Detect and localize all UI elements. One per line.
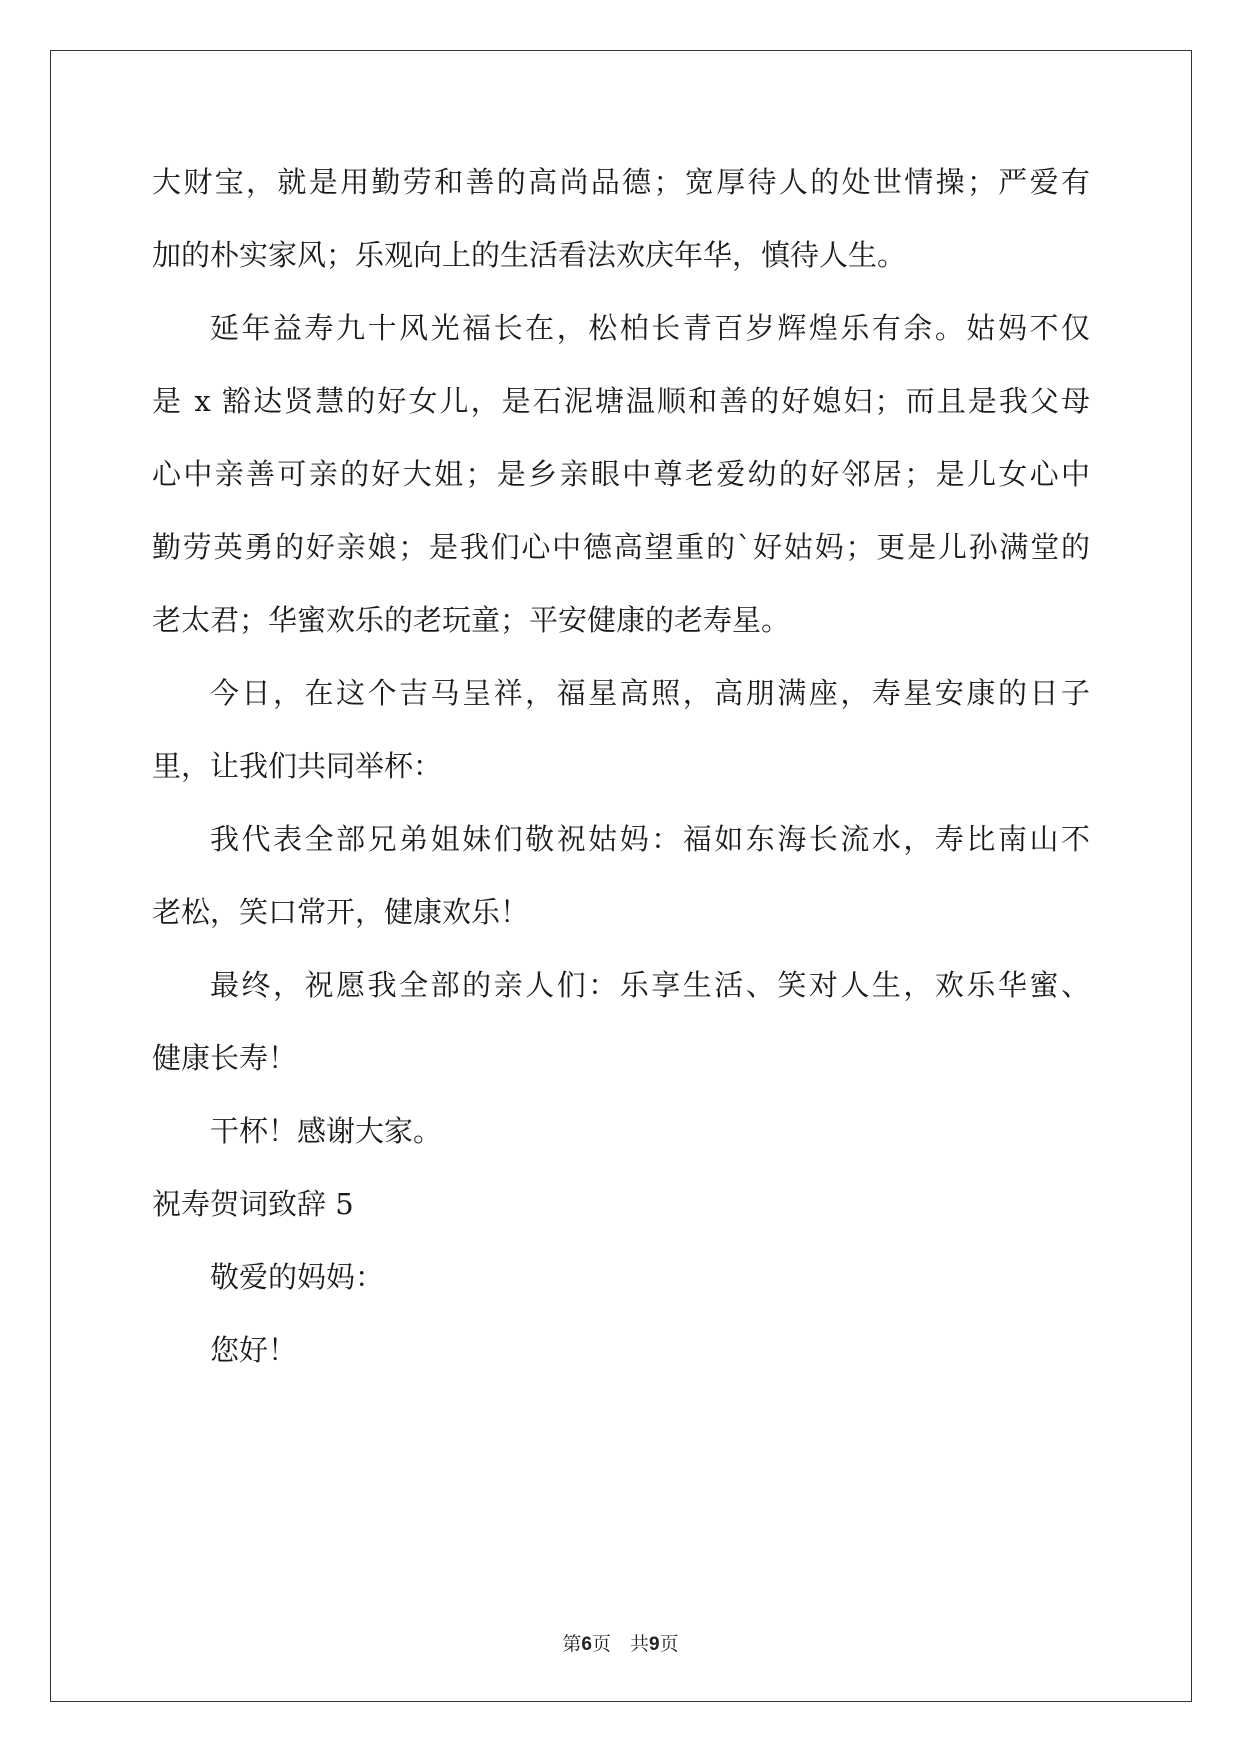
- total-page-count: 9: [649, 1634, 660, 1655]
- text-line: 我代表全部兄弟姐妹们敬祝姑妈：福如东海长流水，寿比南山不: [210, 822, 1090, 856]
- text-line: 今日，在这个吉马呈祥，福星高照，高朋满座，寿星安康的日子: [210, 676, 1090, 710]
- text-line: 老太君；华蜜欢乐的老玩童；平安健康的老寿星。: [152, 603, 791, 637]
- text-line: 加的朴实家风；乐观向上的生活看法欢庆年华，慎待人生。: [152, 238, 907, 272]
- footer-middle: 页 共: [591, 1633, 649, 1655]
- current-page-number: 6: [581, 1634, 592, 1655]
- text-line: 老松，笑口常开，健康欢乐！: [152, 895, 530, 929]
- footer-prefix: 第: [562, 1633, 582, 1655]
- text-line: 延年益寿九十风光福长在，松柏长青百岁辉煌乐有余。姑妈不仅: [210, 311, 1090, 345]
- text-line: 您好！: [210, 1333, 298, 1367]
- text-line: 里，让我们共同举杯：: [152, 749, 443, 783]
- text-line: 勤劳英勇的好亲娘；是我们心中德高望重的`好姑妈；更是儿孙满堂的: [152, 530, 1090, 564]
- text-line: 大财宝，就是用勤劳和善的高尚品德；宽厚待人的处世情操；严爱有: [152, 165, 1090, 199]
- text-line: 干杯！感谢大家。: [210, 1114, 443, 1148]
- page-footer: [0, 1632, 1241, 1657]
- text-line: 祝寿贺词致辞 5: [152, 1187, 354, 1221]
- text-line: 是 x 豁达贤慧的好女儿，是石泥塘温顺和善的好媳妇；而且是我父母: [152, 384, 1090, 418]
- text-line: 心中亲善可亲的好大姐；是乡亲眼中尊老爱幼的好邻居；是儿女心中: [152, 457, 1090, 491]
- footer-suffix: 页: [659, 1633, 679, 1655]
- text-line: 最终，祝愿我全部的亲人们：乐享生活、笑对人生，欢乐华蜜、: [210, 968, 1090, 1002]
- page-border: [50, 50, 1192, 1702]
- text-line: 健康长寿！: [152, 1041, 298, 1075]
- text-line: 敬爱的妈妈：: [210, 1260, 385, 1294]
